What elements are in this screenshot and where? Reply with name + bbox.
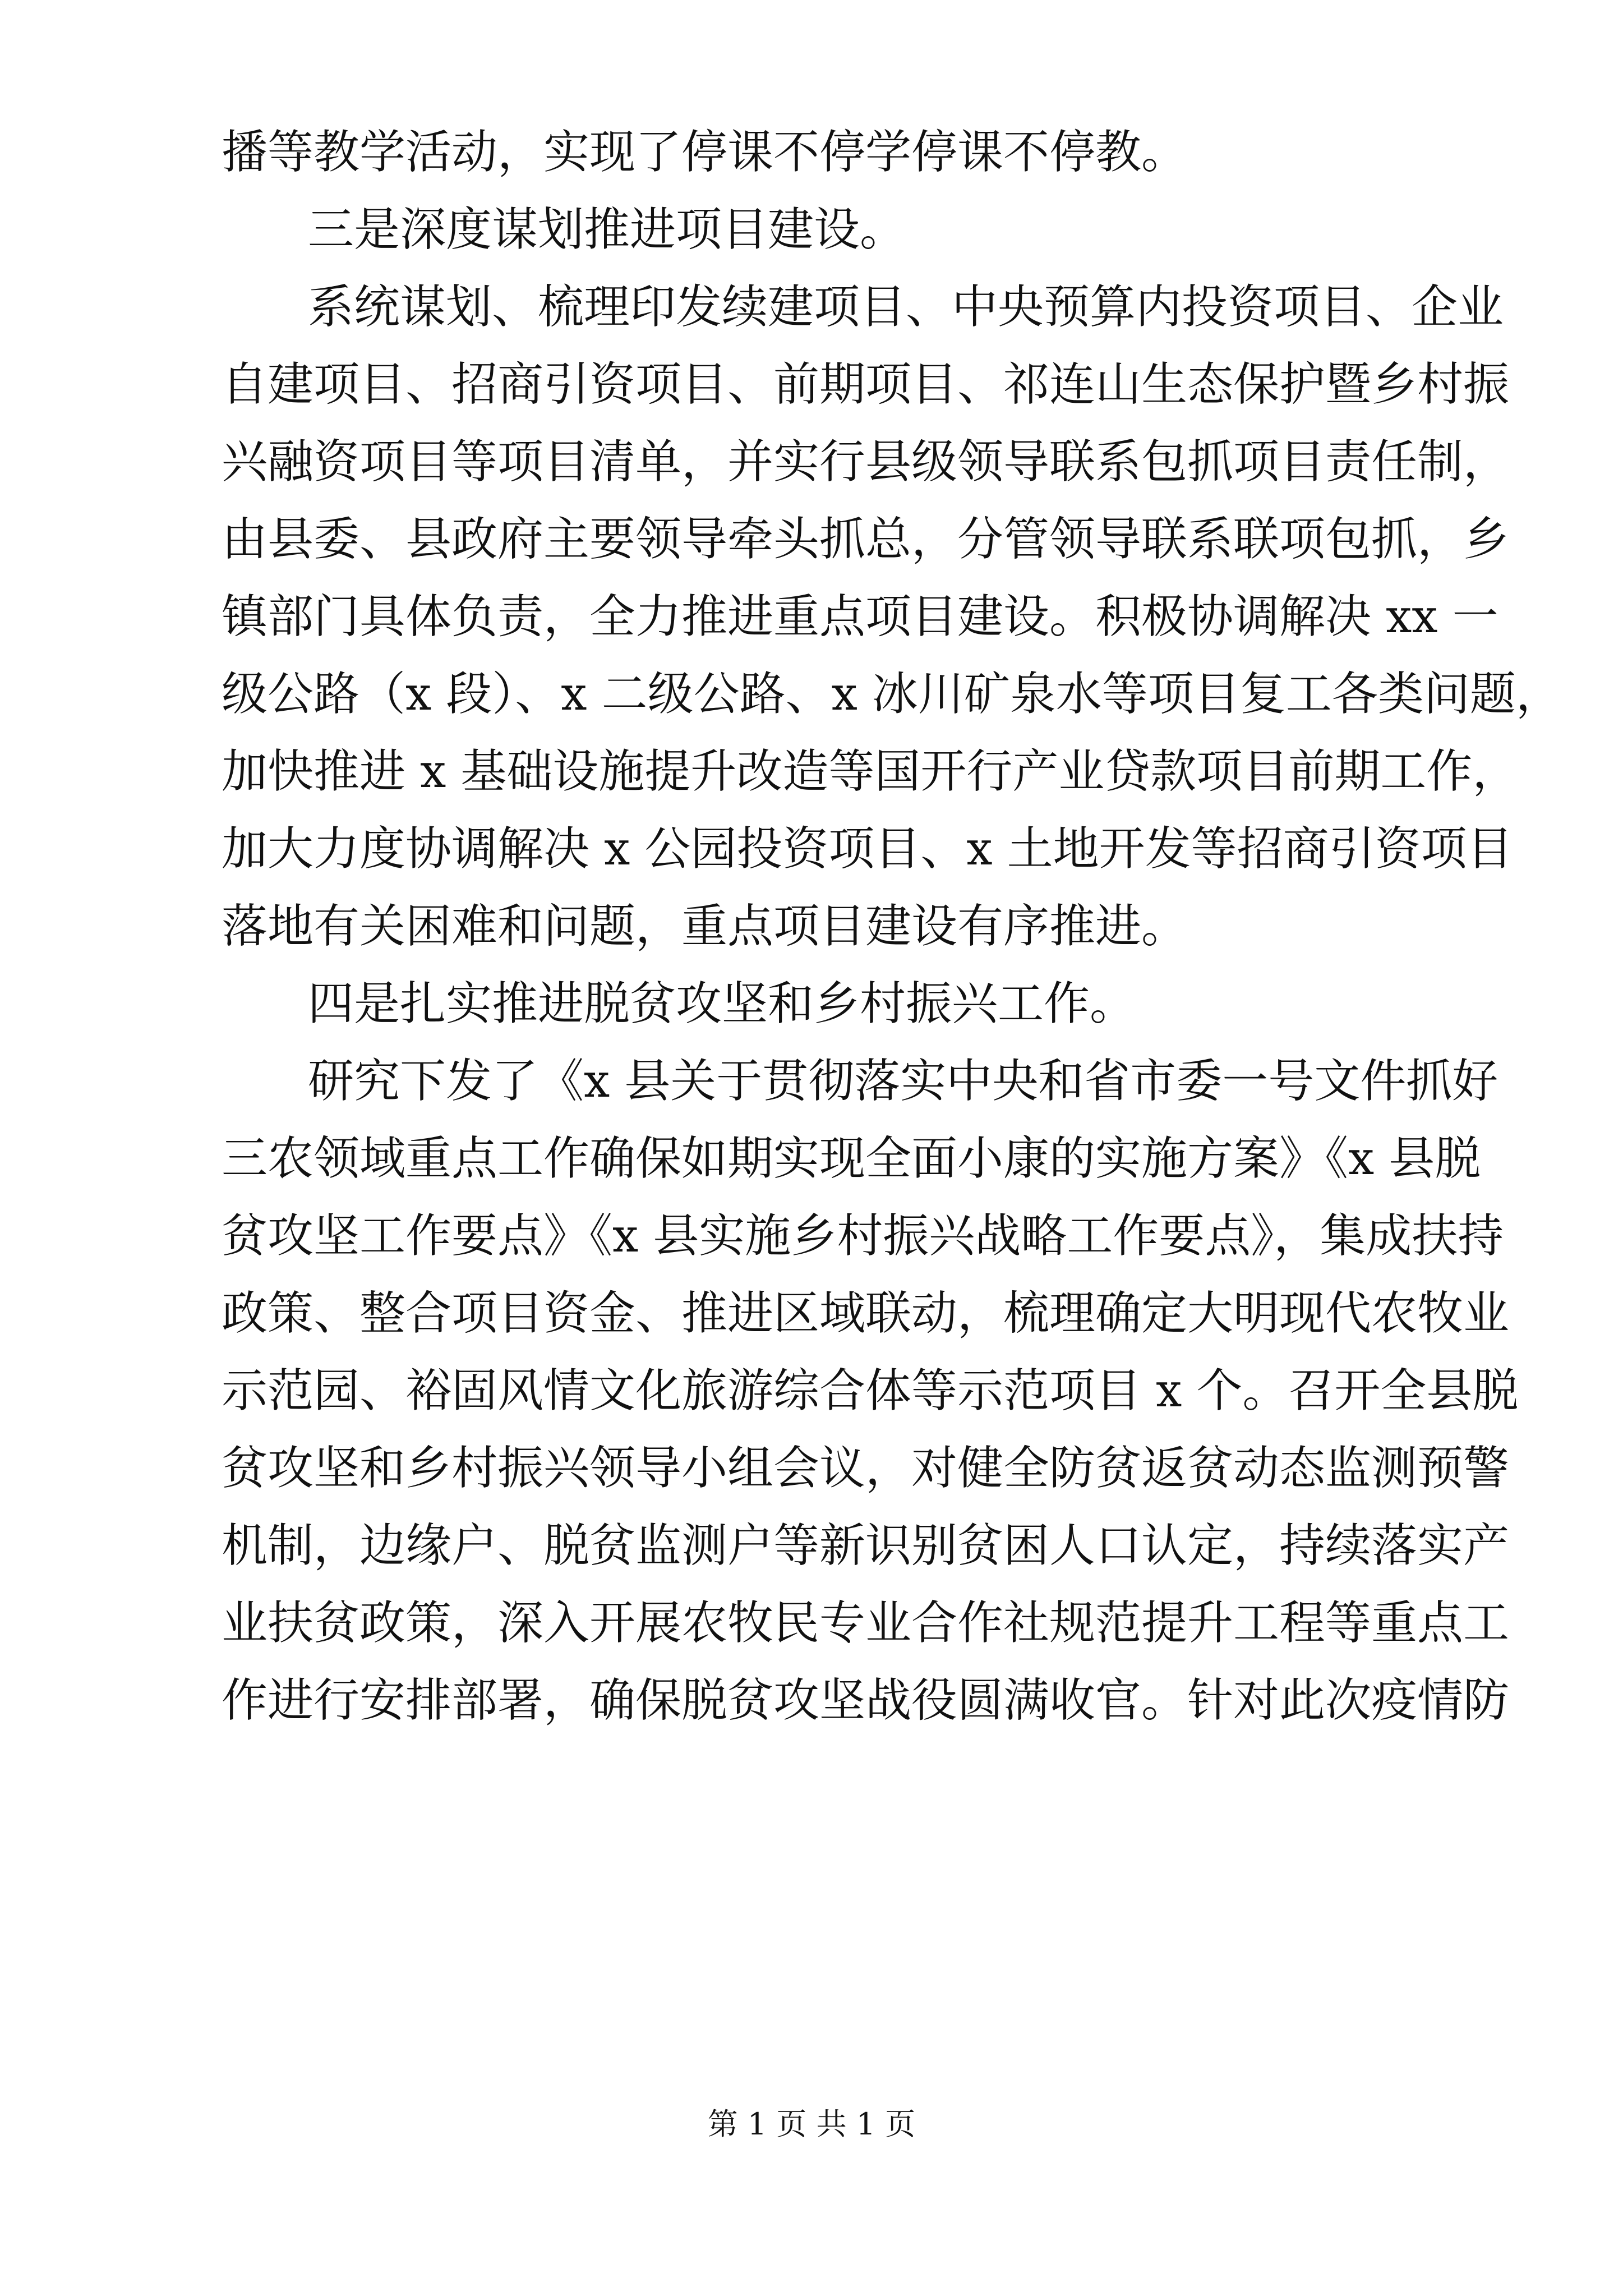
text-line: 落地有关困难和问题，重点项目建设有序推进。 bbox=[222, 900, 1188, 953]
text-line: 级公路（x 段）、x 二级公路、x 冰川矿泉水等项目复工各类问题， bbox=[222, 668, 1562, 721]
text-line: 机制，边缘户、脱贫监测户等新识别贫困人口认定，持续落实产 bbox=[222, 1519, 1510, 1572]
text-line: 自建项目、招商引资项目、前期项目、祁连山生态保护暨乡村振 bbox=[222, 358, 1510, 411]
text-line: 研究下发了《x 县关于贯彻落实中央和省市委一号文件抓好 bbox=[308, 1055, 1498, 1108]
text-line: 由县委、县政府主要领导牵头抓总，分管领导联系联项包抓，乡 bbox=[222, 513, 1510, 566]
text-line: 贫攻坚工作要点》《x 县实施乡村振兴战略工作要点》，集成扶持 bbox=[222, 1209, 1504, 1263]
section-heading: 四是扎实推进脱贫攻坚和乡村振兴工作。 bbox=[308, 977, 1136, 1030]
text-line: 系统谋划、梳理印发续建项目、中央预算内投资项目、企业 bbox=[308, 280, 1504, 334]
text-line: 加快推进 x 基础设施提升改造等国开行产业贷款项目前期工作， bbox=[222, 745, 1519, 798]
text-line: 作进行安排部署，确保脱贫攻坚战役圆满收官。针对此次疫情防 bbox=[222, 1674, 1510, 1727]
text-line: 政策、整合项目资金、推进区域联动，梳理确定大明现代农牧业 bbox=[222, 1287, 1510, 1340]
page-footer: 第 1 页 共 1 页 bbox=[707, 2106, 916, 2142]
text-line: 加大力度协调解决 x 公园投资项目、x 土地开发等招商引资项目 bbox=[222, 822, 1513, 876]
section-heading: 三是深度谋划推进项目建设。 bbox=[308, 203, 906, 256]
text-line: 业扶贫政策，深入开展农牧民专业合作社规范提升工程等重点工 bbox=[222, 1596, 1510, 1650]
text-line: 三农领域重点工作确保如期实现全面小康的实施方案》《x 县脱 bbox=[222, 1132, 1481, 1185]
text-line: 播等教学活动，实现了停课不停学停课不停教。 bbox=[222, 126, 1188, 179]
text-line: 贫攻坚和乡村振兴领导小组会议，对健全防贫返贫动态监测预警 bbox=[222, 1442, 1510, 1495]
text-line: 兴融资项目等项目清单，并实行县级领导联系包抓项目责任制， bbox=[222, 435, 1510, 489]
text-line: 镇部门具体负责，全力推进重点项目建设。积极协调解决 xx 一 bbox=[222, 590, 1498, 643]
text-line: 示范园、裕固风情文化旅游综合体等示范项目 x 个。召开全县脱 bbox=[222, 1364, 1519, 1418]
